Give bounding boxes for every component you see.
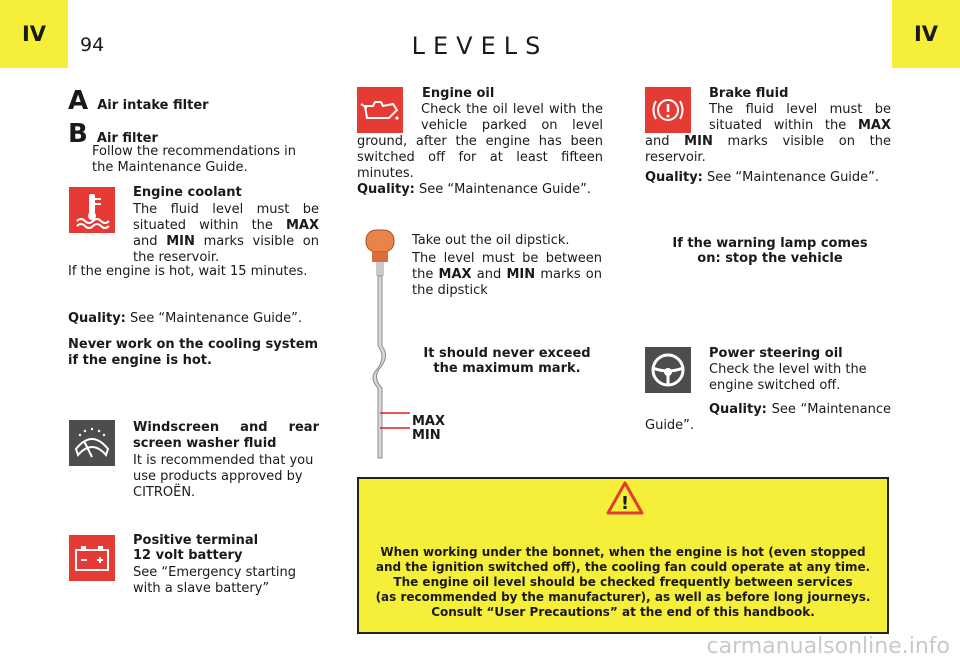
battery-title-2: 12 volt battery (133, 548, 243, 563)
text: The fluid level must be situated within the (709, 102, 891, 133)
coolant-title: Engine coolant (133, 185, 242, 200)
washer-text: It is recommended that you use products approved by CITROËN. (133, 453, 314, 500)
page-number: 94 (80, 34, 105, 56)
brake-title: Brake fluid (709, 86, 789, 101)
quality-label: Quality: (357, 182, 415, 197)
min-mark: MIN (166, 234, 195, 249)
chapter-label: IV (913, 22, 939, 46)
text: marks visible on the reservoir. (133, 234, 319, 265)
callout-line: When working under the bonnet, when the engine is hot (even stopped (380, 545, 866, 559)
callout-text (359, 545, 887, 620)
text: and (645, 134, 670, 149)
callout-line: The engine oil level should be checked frequently between services (393, 575, 853, 589)
max-mark: MAX (438, 267, 472, 282)
quality-label: Quality: (709, 402, 767, 417)
section-letter: A (68, 86, 89, 116)
quality-label: Quality: (645, 170, 703, 185)
section-a (68, 86, 209, 116)
quality-value: See “Maintenance Guide”. (130, 311, 303, 326)
text: and (133, 234, 158, 249)
quality-value: See “Maintenance Guide”. (645, 402, 891, 433)
battery-title-1: Positive terminal (133, 533, 259, 548)
windscreen-washer-icon (69, 420, 115, 466)
battery-icon (69, 535, 115, 581)
note-line: If the warning lamp comes (672, 236, 868, 251)
dipstick-text-1: Take out the oil dipstick. (412, 233, 570, 248)
page-title: LEVELS (411, 32, 549, 60)
oil-quality (357, 182, 591, 198)
steering-title: Power steering oil (709, 346, 843, 361)
quality-label: Quality: (68, 311, 126, 326)
steering-text: Check the level with the engine switched off. (709, 362, 867, 393)
callout-line: (as recommended by the manufacturer), as well as before long journeys. (375, 590, 871, 604)
quality-value: See “Maintenance Guide”. (707, 170, 880, 185)
text: The fluid level must be situated within the (133, 202, 319, 233)
text: and (476, 267, 502, 282)
max-mark: MAX (285, 218, 319, 233)
callout-line: and the ignition switched off), the cooling fan could operate at any time. (375, 560, 871, 574)
dipstick-text-2 (412, 251, 602, 299)
air-filter-text: Follow the recommendations in the Maintenance Guide. (92, 144, 296, 175)
text: The level must be between the (412, 251, 602, 282)
watermark: carmanualsonline.info (706, 634, 950, 659)
text: Check the oil level with the vehicle parked on level ground, after the engine has been switched off for at least fifteen minutes. (357, 102, 603, 181)
warning-callout (357, 477, 889, 634)
min-mark: MIN (684, 134, 713, 149)
warning-lamp-note (650, 236, 890, 266)
coolant-text (133, 202, 319, 266)
min-mark: MIN (506, 267, 536, 282)
brake-text (645, 102, 891, 166)
quality-value: See “Maintenance Guide”. (419, 182, 592, 197)
section-title: Air filter (96, 131, 158, 146)
battery-text: See “Emergency starting with a slave battery” (133, 565, 296, 596)
warning-triangle-icon (606, 481, 644, 515)
text: marks on the dipstick (412, 267, 602, 298)
coolant-temperature-icon (69, 187, 115, 233)
never-exceed-note (404, 346, 610, 376)
coolant-warning: Never work on the cooling system if the engine is hot. (68, 337, 319, 368)
steering-quality (645, 402, 891, 434)
chapter-label: IV (21, 22, 47, 46)
washer-title: Windscreen and rear screen washer fluid (133, 420, 319, 451)
text: marks visible on the reservoir. (645, 134, 891, 165)
oil-text (357, 102, 603, 182)
dipstick-max-label: MAX (412, 414, 446, 429)
coolant-quality (68, 311, 302, 327)
coolant-hot-text: If the engine is hot, wait 15 minutes. (68, 264, 308, 279)
callout-line: Consult “User Precautions” at the end of this handbook. (431, 605, 815, 619)
brake-quality (645, 170, 879, 186)
oil-title: Engine oil (422, 86, 495, 101)
note-line: the maximum mark. (433, 361, 581, 376)
section-title: Air intake filter (97, 98, 209, 113)
steering-wheel-icon (645, 347, 691, 393)
max-mark: MAX (857, 118, 891, 133)
text-spacer (645, 102, 709, 134)
section-letter: B (68, 119, 88, 149)
text-spacer (357, 102, 421, 134)
note-line: on: stop the vehicle (697, 251, 843, 266)
dipstick-min-label: MIN (412, 428, 441, 443)
note-line: It should never exceed (423, 346, 591, 361)
warning-symbol: ! (620, 493, 630, 514)
